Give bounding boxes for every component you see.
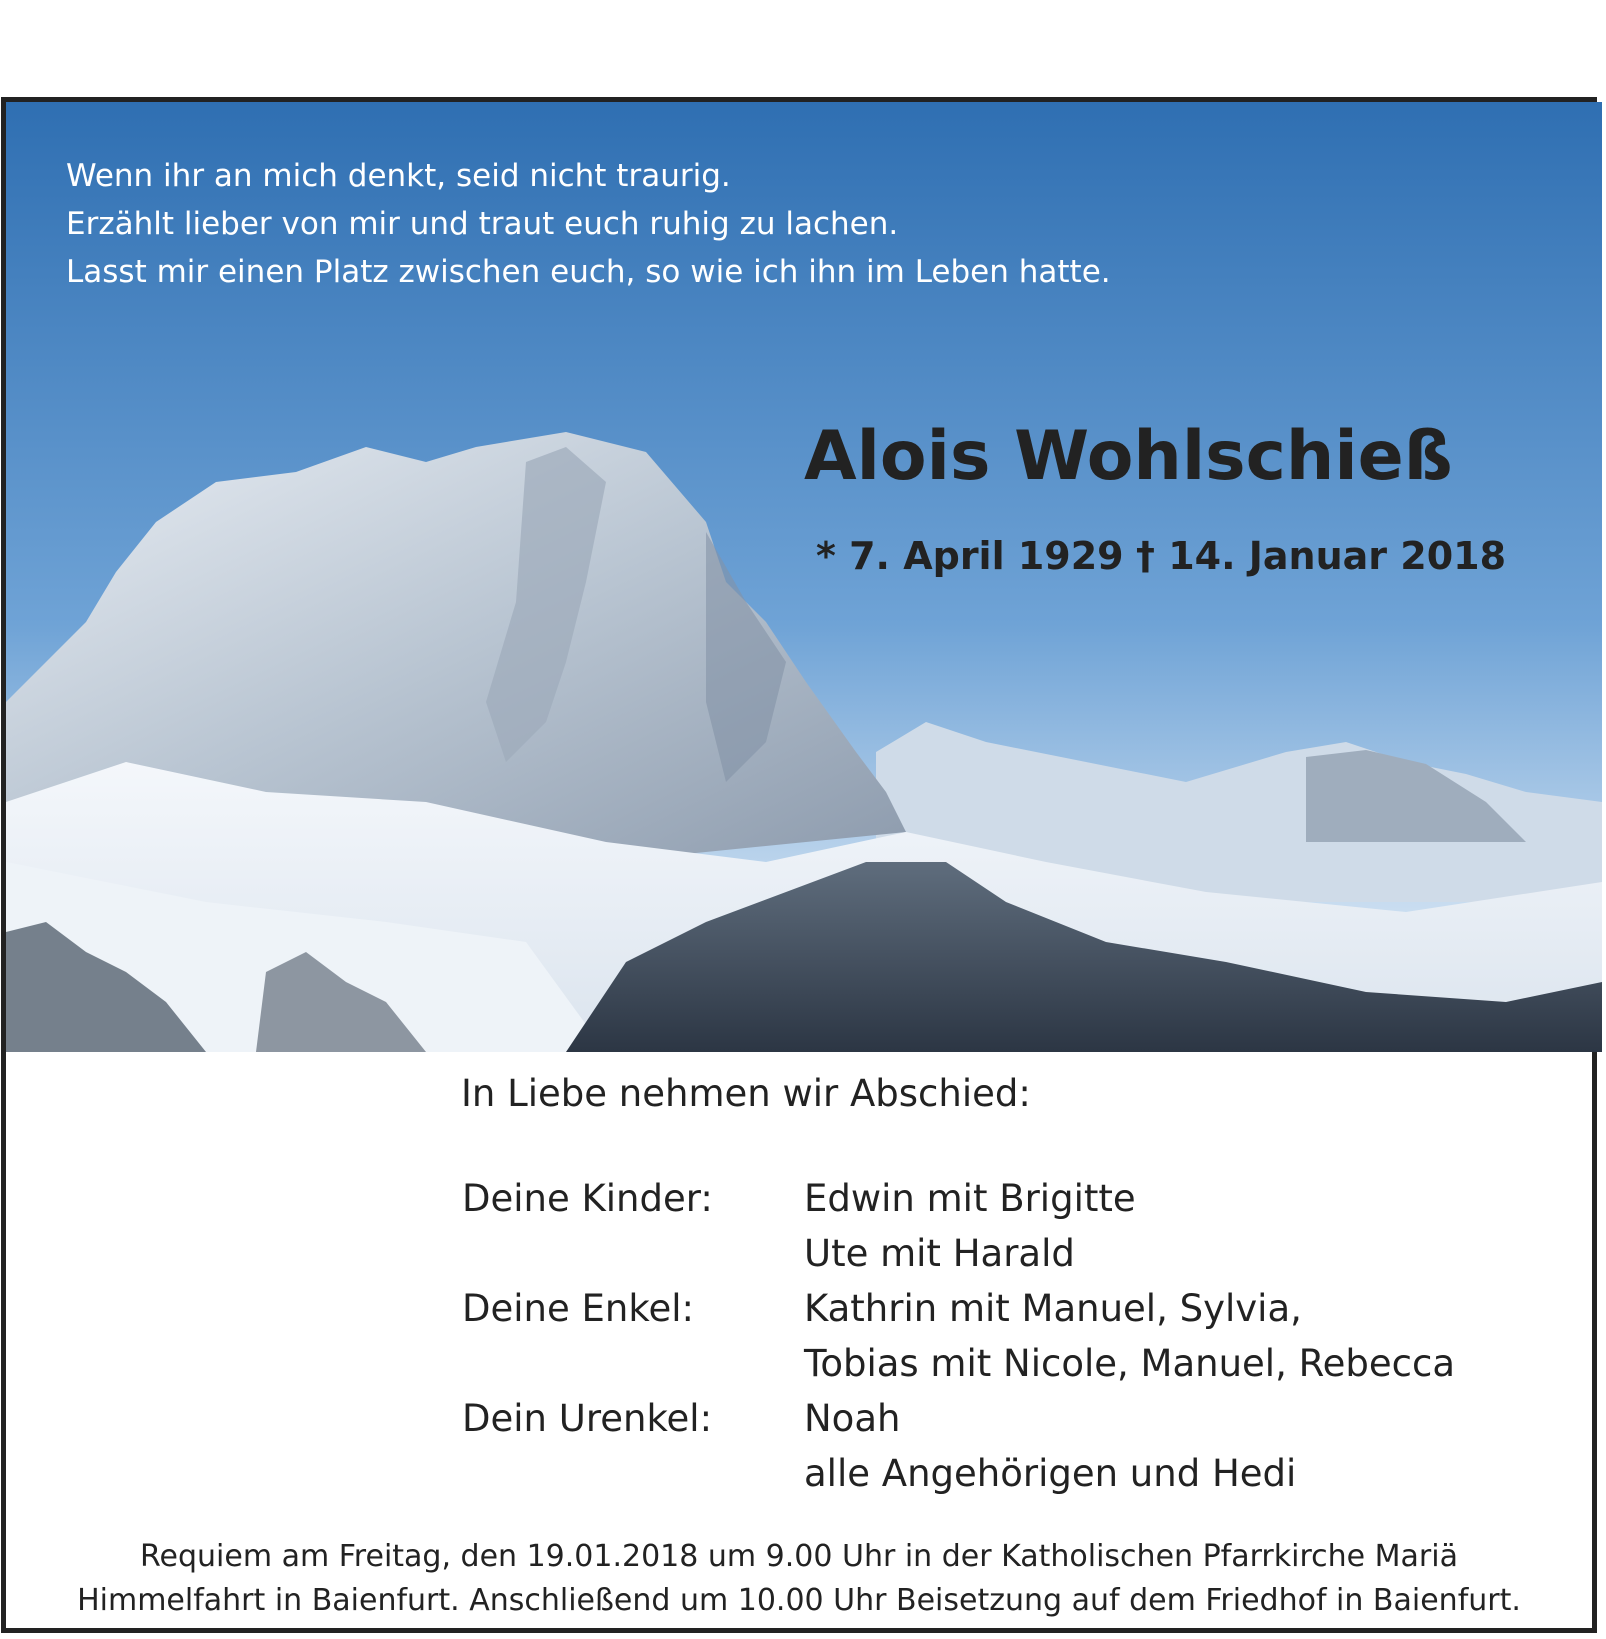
poem-line: Erzählt lieber von mir und traut euch ruhig zu lachen. [66, 206, 899, 242]
relative-name: Tobias mit Nicole, Manuel, Rebecca [804, 1342, 1456, 1385]
relative-group-label: Deine Enkel: [462, 1287, 694, 1330]
obituary-notice [1, 97, 1597, 1633]
birth-date: * 7. April 1929 [816, 534, 1124, 578]
death-date: † 14. Januar 2018 [1136, 534, 1507, 578]
service-announcement [6, 1535, 1592, 1623]
relative-name: Edwin mit Brigitte [804, 1177, 1136, 1220]
deceased-name: Alois Wohlschieß [804, 417, 1453, 496]
relative-name: alle Angehörigen und Hedi [804, 1452, 1297, 1495]
relative-group-label: Deine Kinder: [462, 1177, 713, 1220]
poem-line: Lasst mir einen Platz zwischen euch, so wie ich ihn im Leben hatte. [66, 254, 1111, 290]
memorial-poem [66, 152, 1111, 296]
relative-group-label: Dein Urenkel: [462, 1397, 713, 1440]
relative-name: Kathrin mit Manuel, Sylvia, [804, 1287, 1302, 1330]
farewell-line: In Liebe nehmen wir Abschied: [461, 1072, 1031, 1115]
service-line: Requiem am Freitag, den 19.01.2018 um 9.00 Uhr in der Katholischen Pfarrkirche Mariä [140, 1539, 1458, 1574]
service-line: Himmelfahrt in Baienfurt. Anschließend um 10.00 Uhr Beisetzung auf dem Friedhof in Baienfurt. [77, 1583, 1521, 1618]
poem-line: Wenn ihr an mich denkt, seid nicht traurig. [66, 158, 731, 194]
relative-name: Ute mit Harald [804, 1232, 1075, 1275]
relative-name: Noah [804, 1397, 901, 1440]
